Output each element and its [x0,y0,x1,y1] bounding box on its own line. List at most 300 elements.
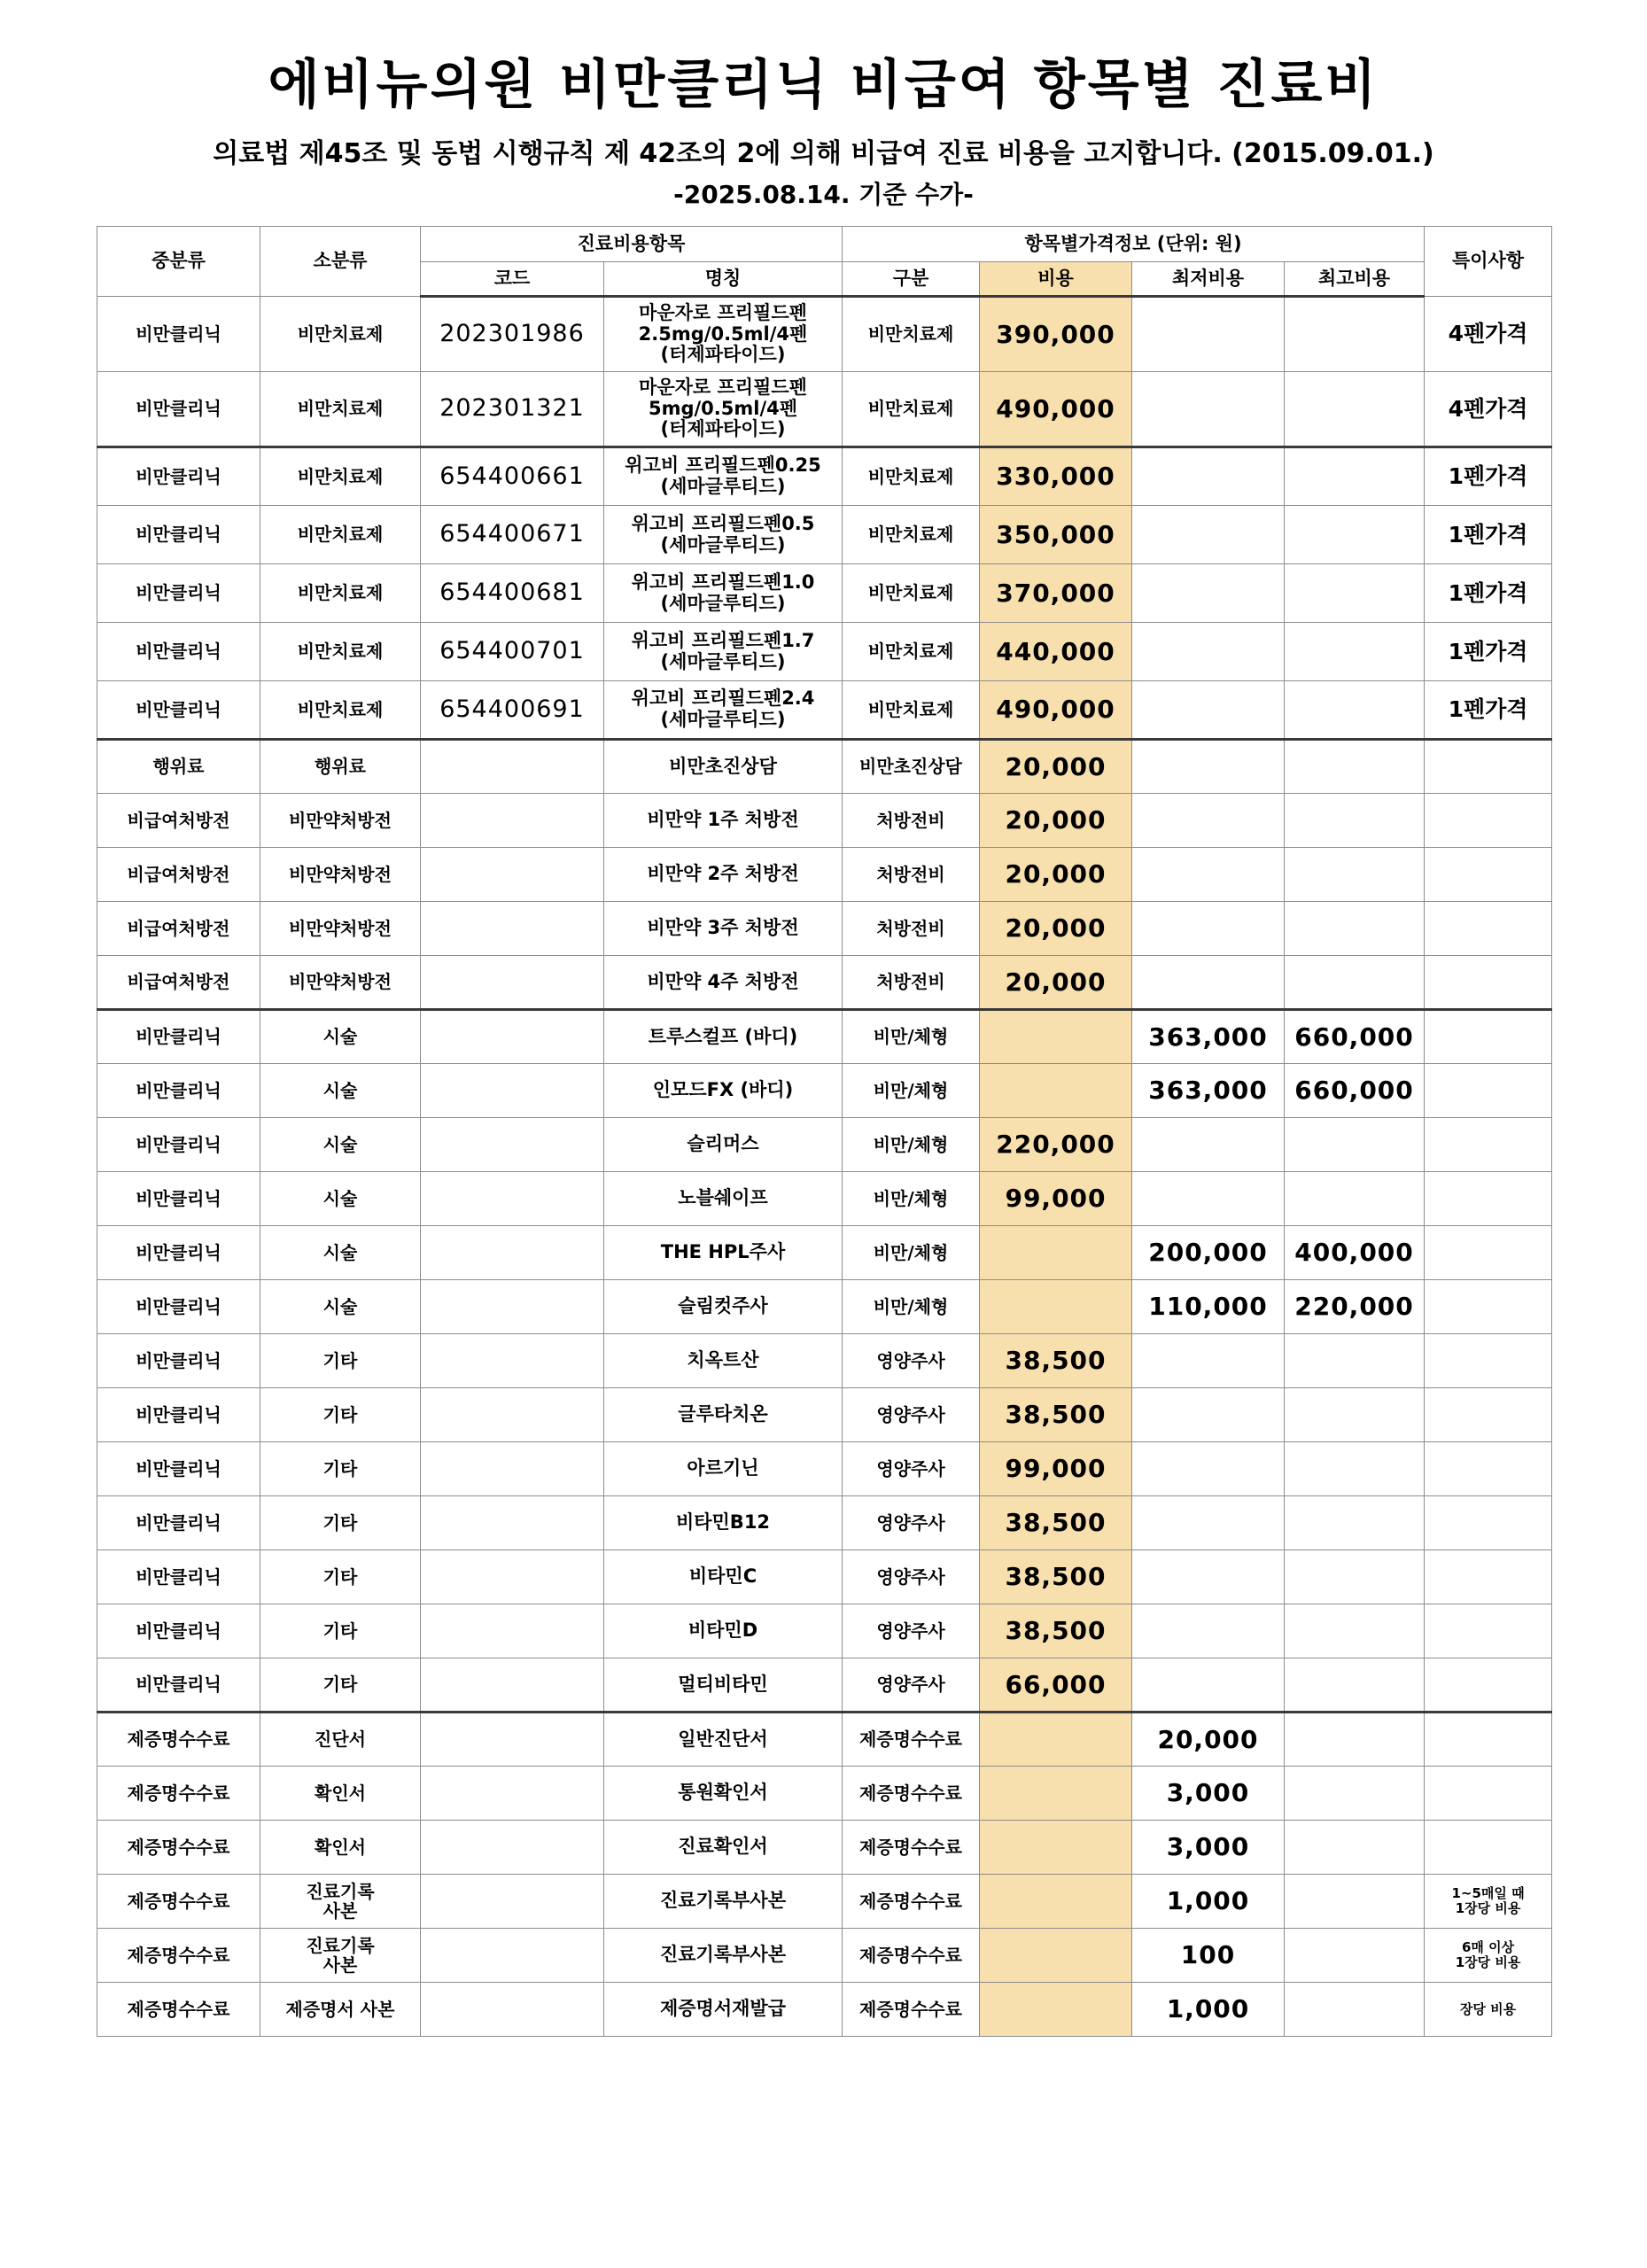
cost-cell: 66,000 [980,1658,1132,1713]
code-cell [421,1010,604,1064]
note-cell: 1펜가격 [1425,623,1552,681]
table-row [97,1875,1552,1929]
cost-cell [980,1929,1132,1983]
min-cost-cell [1132,1550,1285,1604]
name-cell: 마운자로 프리필드펜 2.5mg/0.5ml/4펜 (터제파타이드) [604,297,843,372]
mid-category-cell: 비급여처방전 [97,848,260,902]
max-cost-cell: 660,000 [1285,1010,1425,1064]
mid-category-cell: 비만클리닉 [97,1550,260,1604]
sub-category-cell: 비만약처방전 [260,902,421,956]
cost-cell [980,1983,1132,2037]
name-cell: 비만약 1주 처방전 [604,794,843,848]
min-cost-cell [1132,297,1285,372]
cost-cell [980,1280,1132,1334]
sub-category-cell: 기타 [260,1604,421,1658]
name-cell: 통원확인서 [604,1767,843,1821]
note-cell: 1~5매일 때 1장당 비용 [1425,1875,1552,1929]
code-cell [421,1172,604,1226]
type-cell: 제증명수수료 [843,1821,980,1875]
cost-cell: 38,500 [980,1604,1132,1658]
name-cell: 일반진단서 [604,1713,843,1767]
cost-cell [980,1713,1132,1767]
type-cell: 비만치료제 [843,623,980,681]
note-cell [1425,1713,1552,1767]
code-cell: 202301321 [421,372,604,447]
cost-cell: 350,000 [980,506,1132,564]
sub-category-cell: 비만치료제 [260,447,421,506]
legal-notice: 의료법 제45조 및 동법 시행규칙 제 42조의 2에 의해 비급여 진료 비용을 고지합니다. (2015.09.01.) [213,138,1434,169]
mid-category-cell: 비만클리닉 [97,1118,260,1172]
name-cell: 비타민B12 [604,1496,843,1550]
note-cell: 4펜가격 [1425,372,1552,447]
table-row [97,564,1552,623]
cost-cell: 370,000 [980,564,1132,623]
name-cell: 위고비 프리필드펜1.7 (세마글루티드) [604,623,843,681]
sub-category-cell: 진료기록 사본 [260,1875,421,1929]
note-cell [1425,1226,1552,1280]
mid-category-cell: 비만클리닉 [97,1442,260,1496]
mid-category-cell: 비급여처방전 [97,956,260,1010]
min-cost-cell [1132,1388,1285,1442]
max-cost-cell [1285,564,1425,623]
basis-date-note: -2025.08.14. 기준 수가- [673,180,974,209]
note-cell: 1펜가격 [1425,564,1552,623]
max-cost-cell [1285,1875,1425,1929]
table-row [97,1010,1552,1064]
note-cell [1425,1118,1552,1172]
max-cost-cell [1285,1929,1425,1983]
header-max-cost: 최고비용 [1285,262,1425,297]
name-cell: 인모드FX (바디) [604,1064,843,1118]
table-row [97,956,1552,1010]
name-cell: 비타민D [604,1604,843,1658]
max-cost-cell [1285,1388,1425,1442]
note-cell [1425,1388,1552,1442]
mid-category-cell: 비만클리닉 [97,1496,260,1550]
sub-category-cell: 확인서 [260,1767,421,1821]
table-row [97,1983,1552,2037]
table-row [97,1767,1552,1821]
table-row [97,372,1552,447]
min-cost-cell: 20,000 [1132,1713,1285,1767]
header-mid-category: 중분류 [97,227,260,297]
name-cell: 글루타치온 [604,1388,843,1442]
type-cell: 영양주사 [843,1658,980,1713]
code-cell [421,1226,604,1280]
max-cost-cell [1285,848,1425,902]
name-cell: 위고비 프리필드펜0.5 (세마글루티드) [604,506,843,564]
sub-category-cell: 시술 [260,1172,421,1226]
min-cost-cell [1132,956,1285,1010]
type-cell: 비만치료제 [843,372,980,447]
note-cell: 1펜가격 [1425,681,1552,740]
code-cell [421,1929,604,1983]
code-cell: 654400701 [421,623,604,681]
table-row [97,1929,1552,1983]
table-row [97,1713,1552,1767]
min-cost-cell [1132,623,1285,681]
name-cell: 위고비 프리필드펜2.4 (세마글루티드) [604,681,843,740]
table-row [97,902,1552,956]
sub-category-cell: 비만치료제 [260,297,421,372]
type-cell: 영양주사 [843,1604,980,1658]
note-cell [1425,1496,1552,1550]
code-cell [421,1118,604,1172]
table-row [97,1334,1552,1388]
table-row [97,297,1552,372]
note-cell [1425,1442,1552,1496]
mid-category-cell: 비만클리닉 [97,564,260,623]
type-cell: 제증명수수료 [843,1983,980,2037]
max-cost-cell [1285,372,1425,447]
code-cell: 654400681 [421,564,604,623]
max-cost-cell: 400,000 [1285,1226,1425,1280]
mid-category-cell: 비만클리닉 [97,681,260,740]
code-cell [421,902,604,956]
min-cost-cell: 363,000 [1132,1010,1285,1064]
name-cell: 아르기닌 [604,1442,843,1496]
mid-category-cell: 비만클리닉 [97,623,260,681]
cost-cell [980,1226,1132,1280]
note-cell [1425,1334,1552,1388]
type-cell: 제증명수수료 [843,1713,980,1767]
note-cell: 1펜가격 [1425,506,1552,564]
mid-category-cell: 비만클리닉 [97,1064,260,1118]
cost-cell: 220,000 [980,1118,1132,1172]
code-cell [421,1442,604,1496]
min-cost-cell: 1,000 [1132,1983,1285,2037]
table-row [97,1280,1552,1334]
sub-category-cell: 비만치료제 [260,623,421,681]
min-cost-cell [1132,564,1285,623]
max-cost-cell: 660,000 [1285,1064,1425,1118]
header-price-info-group: 항목별가격정보 (단위: 원) [843,227,1425,262]
min-cost-cell [1132,794,1285,848]
table-row [97,794,1552,848]
note-cell [1425,794,1552,848]
name-cell: 진료확인서 [604,1821,843,1875]
type-cell: 처방전비 [843,956,980,1010]
min-cost-cell: 3,000 [1132,1821,1285,1875]
table-row [97,740,1552,794]
code-cell: 202301986 [421,297,604,372]
type-cell: 영양주사 [843,1550,980,1604]
mid-category-cell: 비만클리닉 [97,1658,260,1713]
type-cell: 비만치료제 [843,297,980,372]
note-cell [1425,1767,1552,1821]
cost-cell: 390,000 [980,297,1132,372]
mid-category-cell: 비만클리닉 [97,1010,260,1064]
max-cost-cell [1285,681,1425,740]
name-cell: 슬리머스 [604,1118,843,1172]
min-cost-cell: 110,000 [1132,1280,1285,1334]
table-row [97,1550,1552,1604]
max-cost-cell [1285,1496,1425,1550]
header-cost: 비용 [980,262,1132,297]
sub-category-cell: 시술 [260,1010,421,1064]
name-cell: 제증명서재발급 [604,1983,843,2037]
type-cell: 비만/체형 [843,1280,980,1334]
mid-category-cell: 행위료 [97,740,260,794]
min-cost-cell: 100 [1132,1929,1285,1983]
note-cell [1425,1550,1552,1604]
type-cell: 처방전비 [843,794,980,848]
mid-category-cell: 비급여처방전 [97,902,260,956]
max-cost-cell [1285,297,1425,372]
max-cost-cell [1285,956,1425,1010]
note-cell [1425,956,1552,1010]
type-cell: 비만/체형 [843,1226,980,1280]
mid-category-cell: 제증명수수료 [97,1713,260,1767]
mid-category-cell: 제증명수수료 [97,1821,260,1875]
name-cell: 마운자로 프리필드펜 5mg/0.5ml/4펜 (터제파타이드) [604,372,843,447]
cost-cell [980,1821,1132,1875]
header-code: 코드 [421,262,604,297]
note-cell [1425,740,1552,794]
min-cost-cell: 1,000 [1132,1875,1285,1929]
max-cost-cell [1285,1550,1425,1604]
type-cell: 비만/체형 [843,1118,980,1172]
sub-category-cell: 비만치료제 [260,506,421,564]
note-cell [1425,1280,1552,1334]
header-notes: 특이사항 [1425,227,1552,297]
note-cell [1425,1658,1552,1713]
cost-cell: 20,000 [980,956,1132,1010]
sub-category-cell: 시술 [260,1280,421,1334]
note-cell [1425,1172,1552,1226]
sub-category-cell: 진료기록 사본 [260,1929,421,1983]
name-cell: 비만약 2주 처방전 [604,848,843,902]
min-cost-cell [1132,372,1285,447]
table-row [97,1226,1552,1280]
sub-category-cell: 시술 [260,1226,421,1280]
min-cost-cell [1132,447,1285,506]
min-cost-cell [1132,681,1285,740]
fee-table-body [97,297,1552,2037]
cost-cell: 20,000 [980,740,1132,794]
sub-category-cell: 비만치료제 [260,372,421,447]
sub-category-cell: 제증명서 사본 [260,1983,421,2037]
type-cell: 제증명수수료 [843,1767,980,1821]
mid-category-cell: 제증명수수료 [97,1929,260,1983]
header-name: 명칭 [604,262,843,297]
header-type: 구분 [843,262,980,297]
code-cell [421,794,604,848]
name-cell: 노블쉐이프 [604,1172,843,1226]
mid-category-cell: 비만클리닉 [97,506,260,564]
cost-cell [980,1767,1132,1821]
type-cell: 제증명수수료 [843,1929,980,1983]
sub-category-cell: 기타 [260,1442,421,1496]
code-cell [421,848,604,902]
sub-category-cell: 비만치료제 [260,564,421,623]
code-cell [421,1550,604,1604]
code-cell [421,1821,604,1875]
mid-category-cell: 비만클리닉 [97,1172,260,1226]
code-cell [421,1604,604,1658]
type-cell: 처방전비 [843,902,980,956]
min-cost-cell [1132,848,1285,902]
table-row [97,623,1552,681]
max-cost-cell [1285,447,1425,506]
max-cost-cell [1285,740,1425,794]
max-cost-cell: 220,000 [1285,1280,1425,1334]
mid-category-cell: 제증명수수료 [97,1875,260,1929]
max-cost-cell [1285,1767,1425,1821]
table-row [97,1496,1552,1550]
max-cost-cell [1285,1821,1425,1875]
max-cost-cell [1285,1658,1425,1713]
code-cell [421,1658,604,1713]
cost-cell: 440,000 [980,623,1132,681]
mid-category-cell: 비만클리닉 [97,1280,260,1334]
max-cost-cell [1285,623,1425,681]
type-cell: 영양주사 [843,1496,980,1550]
type-cell: 비만치료제 [843,506,980,564]
name-cell: 진료기록부사본 [604,1875,843,1929]
sub-category-cell: 시술 [260,1118,421,1172]
min-cost-cell [1132,506,1285,564]
fee-table [97,226,1552,2037]
cost-cell [980,1875,1132,1929]
sub-category-cell: 확인서 [260,1821,421,1875]
max-cost-cell [1285,902,1425,956]
table-row [97,1064,1552,1118]
sub-category-cell: 기타 [260,1550,421,1604]
name-cell: 슬림컷주사 [604,1280,843,1334]
max-cost-cell [1285,1983,1425,2037]
mid-category-cell: 비만클리닉 [97,1334,260,1388]
mid-category-cell: 비만클리닉 [97,372,260,447]
name-cell: THE HPL주사 [604,1226,843,1280]
sub-category-cell: 기타 [260,1388,421,1442]
min-cost-cell [1132,1172,1285,1226]
cost-cell: 99,000 [980,1172,1132,1226]
note-cell: 6매 이상 1장당 비용 [1425,1929,1552,1983]
table-row [97,506,1552,564]
mid-category-cell: 비만클리닉 [97,1604,260,1658]
sub-category-cell: 비만약처방전 [260,956,421,1010]
type-cell: 영양주사 [843,1388,980,1442]
code-cell [421,1875,604,1929]
mid-category-cell: 제증명수수료 [97,1767,260,1821]
mid-category-cell: 비만클리닉 [97,297,260,372]
code-cell: 654400691 [421,681,604,740]
cost-cell: 20,000 [980,794,1132,848]
table-row [97,1388,1552,1442]
name-cell: 멀티비타민 [604,1658,843,1713]
name-cell: 트루스컬프 (바디) [604,1010,843,1064]
note-cell: 장당 비용 [1425,1983,1552,2037]
sub-category-cell: 기타 [260,1334,421,1388]
name-cell: 위고비 프리필드펜0.25 (세마글루티드) [604,447,843,506]
mid-category-cell: 비만클리닉 [97,1226,260,1280]
code-cell [421,956,604,1010]
type-cell: 처방전비 [843,848,980,902]
max-cost-cell [1285,1172,1425,1226]
cost-cell: 20,000 [980,848,1132,902]
code-cell: 654400661 [421,447,604,506]
header-min-cost: 최저비용 [1132,262,1285,297]
max-cost-cell [1285,1442,1425,1496]
min-cost-cell [1132,740,1285,794]
sub-category-cell: 기타 [260,1496,421,1550]
name-cell: 치옥트산 [604,1334,843,1388]
code-cell [421,1280,604,1334]
mid-category-cell: 비만클리닉 [97,1388,260,1442]
code-cell: 654400671 [421,506,604,564]
min-cost-cell: 3,000 [1132,1767,1285,1821]
min-cost-cell [1132,1442,1285,1496]
type-cell: 비만치료제 [843,447,980,506]
code-cell [421,1713,604,1767]
code-cell [421,1388,604,1442]
min-cost-cell [1132,1334,1285,1388]
mid-category-cell: 비만클리닉 [97,447,260,506]
sub-category-cell: 기타 [260,1658,421,1713]
type-cell: 영양주사 [843,1334,980,1388]
note-cell [1425,1604,1552,1658]
note-cell [1425,902,1552,956]
table-row [97,1604,1552,1658]
cost-cell: 20,000 [980,902,1132,956]
sub-category-cell: 비만치료제 [260,681,421,740]
max-cost-cell [1285,794,1425,848]
min-cost-cell [1132,1604,1285,1658]
mid-category-cell: 비급여처방전 [97,794,260,848]
note-cell [1425,848,1552,902]
name-cell: 비타민C [604,1550,843,1604]
sub-category-cell: 비만약처방전 [260,794,421,848]
name-cell: 비만약 3주 처방전 [604,902,843,956]
type-cell: 영양주사 [843,1442,980,1496]
cost-cell: 490,000 [980,681,1132,740]
code-cell [421,1767,604,1821]
note-cell [1425,1010,1552,1064]
name-cell: 비만초진상담 [604,740,843,794]
max-cost-cell [1285,506,1425,564]
cost-cell: 38,500 [980,1334,1132,1388]
table-row [97,681,1552,740]
cost-cell [980,1064,1132,1118]
table-row [97,1118,1552,1172]
sub-category-cell: 시술 [260,1064,421,1118]
table-row [97,848,1552,902]
type-cell: 비만치료제 [843,564,980,623]
table-row [97,1172,1552,1226]
min-cost-cell: 363,000 [1132,1064,1285,1118]
type-cell: 비만/체형 [843,1010,980,1064]
code-cell [421,1334,604,1388]
type-cell: 비만치료제 [843,681,980,740]
cost-cell: 38,500 [980,1496,1132,1550]
code-cell [421,1983,604,2037]
header-sub-category: 소분류 [260,227,421,297]
max-cost-cell [1285,1713,1425,1767]
type-cell: 비만초진상담 [843,740,980,794]
cost-cell: 330,000 [980,447,1132,506]
max-cost-cell [1285,1334,1425,1388]
mid-category-cell: 제증명수수료 [97,1983,260,2037]
note-cell: 1펜가격 [1425,447,1552,506]
min-cost-cell: 200,000 [1132,1226,1285,1280]
code-cell [421,740,604,794]
table-row [97,1658,1552,1713]
header-cost-item-group: 진료비용항목 [421,227,843,262]
sub-category-cell: 비만약처방전 [260,848,421,902]
cost-cell: 99,000 [980,1442,1132,1496]
min-cost-cell [1132,1118,1285,1172]
